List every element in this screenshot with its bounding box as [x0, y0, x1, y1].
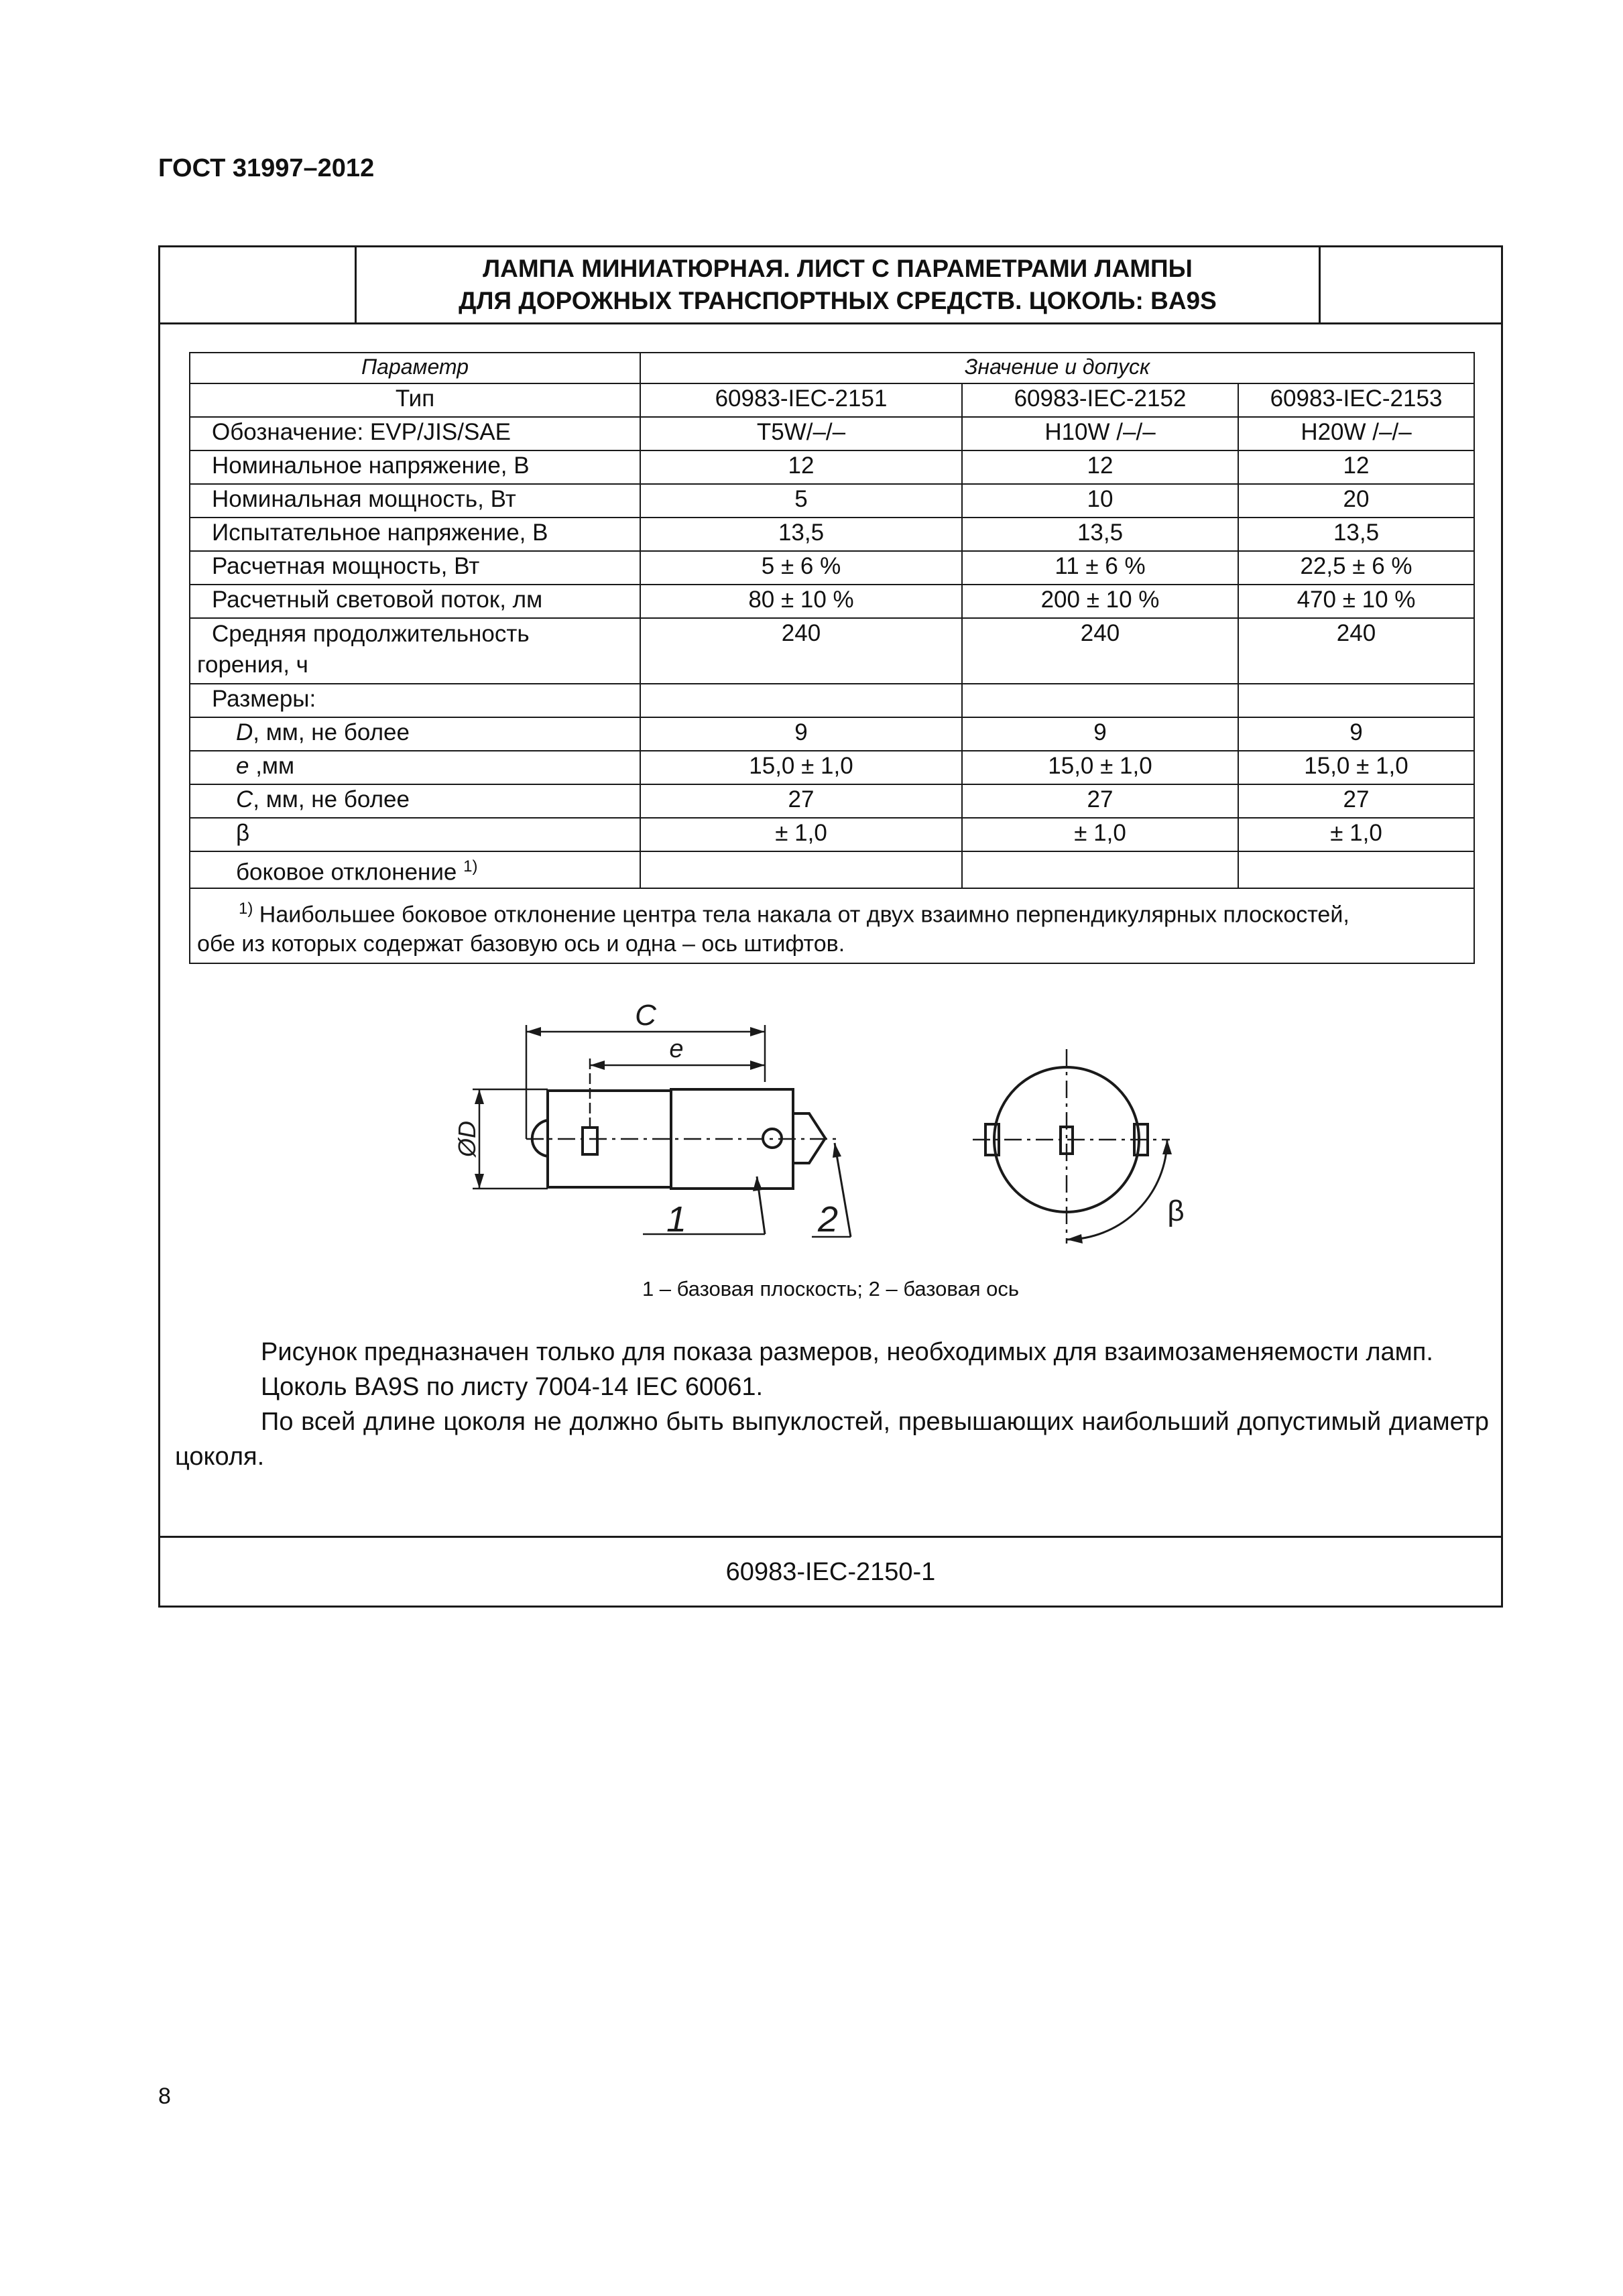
sheet-code: 60983-IEC-2150-1	[725, 1558, 936, 1586]
cell-value: ± 1,0	[640, 818, 962, 851]
standard-header: ГОСТ 31997–2012	[158, 154, 375, 182]
figure-caption: 1 – базовая плоскость; 2 – базовая ось	[642, 1277, 1020, 1301]
row-label: Номинальное напряжение, В	[190, 450, 640, 484]
drawing-labels	[453, 999, 1185, 1240]
cell-value: H20W /–/–	[1238, 417, 1474, 450]
arrowhead	[1067, 1234, 1083, 1244]
body-paragraph: По всей длине цоколя не должно быть выпуклостей, превышающих наибольший допустимый диаметр цоколя.	[175, 1408, 1489, 1471]
label-c: C	[635, 999, 656, 1032]
cell-value: ± 1,0	[1238, 818, 1474, 851]
cell-value: 80 ± 10 %	[640, 585, 962, 618]
cell-value: 15,0 ± 1,0	[962, 751, 1238, 784]
row-label: Тип	[190, 383, 640, 417]
label-1: 1	[666, 1199, 687, 1240]
arrowhead	[475, 1174, 484, 1189]
arrowhead	[526, 1027, 541, 1036]
cell-value: 13,5	[640, 518, 962, 551]
label-2: 2	[817, 1199, 839, 1240]
data-sheet	[158, 245, 1503, 1608]
cell-value: 9	[640, 717, 962, 751]
cell-value: 12	[962, 450, 1238, 484]
cell-value: 12	[1238, 450, 1474, 484]
arrowheads	[475, 1027, 841, 1191]
row-label-text: , мм, не более	[253, 719, 410, 745]
cell-value: 240	[962, 618, 1238, 684]
row-label: Размеры:	[190, 684, 640, 717]
cell-value: 27	[1238, 784, 1474, 818]
label-e: e	[669, 1035, 684, 1063]
footnote-text: Наибольшее боковое отклонение центра тела накала от двух взаимно перпендикулярных плоскостей,	[253, 901, 1349, 927]
cell-value: 5 ± 6 %	[640, 551, 962, 585]
cell-value: 240	[1238, 618, 1474, 684]
cell-value: 27	[640, 784, 962, 818]
cell-value: 5	[640, 484, 962, 518]
row-label: β	[190, 818, 640, 851]
arrowhead	[753, 1176, 762, 1191]
symbol-C: C	[236, 786, 253, 812]
arrowhead	[750, 1027, 765, 1036]
lamp-end-view	[973, 1049, 1170, 1244]
cell-value: 27	[962, 784, 1238, 818]
cell-value: 240	[640, 618, 962, 684]
arrowhead	[750, 1061, 765, 1070]
header-parameter: Параметр	[190, 353, 640, 383]
cell-value: 60983-IEC-2151	[640, 383, 962, 417]
row-label-line-2: горения, ч	[197, 652, 308, 678]
arrowhead	[1162, 1140, 1172, 1154]
row-label-text: ,мм	[249, 753, 295, 779]
beta-arrowheads	[1067, 1140, 1172, 1244]
cell-value: T5W/–/–	[640, 417, 962, 450]
cell-value: 10	[962, 484, 1238, 518]
cell-value: 470 ± 10 %	[1238, 585, 1474, 618]
label-beta: β	[1167, 1195, 1185, 1227]
lamp-dimension-drawing	[160, 247, 1501, 1273]
symbol-D: D	[236, 719, 253, 745]
label-d: ØD	[453, 1121, 481, 1157]
row-label: Испытательное напряжение, В	[190, 518, 640, 551]
sheet-body-text	[175, 1335, 1489, 1474]
row-label: Расчетный световой поток, лм	[190, 585, 640, 618]
symbol-e: e	[236, 753, 249, 779]
row-label-line-1: Средняя продолжительность	[212, 621, 530, 647]
cell-value: 13,5	[962, 518, 1238, 551]
footnote-mark: 1)	[239, 899, 253, 918]
sheet-title-line-2: ДЛЯ ДОРОЖНЫХ ТРАНСПОРТНЫХ СРЕДСТВ. ЦОКОЛЬ: BA9S	[459, 287, 1217, 314]
cell-value: 11 ± 6 %	[962, 551, 1238, 585]
body-paragraph: Цоколь BA9S по листу 7004-14 IEC 60061.	[261, 1373, 764, 1401]
header-value: Значение и допуск	[640, 353, 1474, 383]
cell-value: 12	[640, 450, 962, 484]
base-pin	[583, 1128, 597, 1154]
cell-value: 60983-IEC-2152	[962, 383, 1238, 417]
cell-value: 9	[1238, 717, 1474, 751]
arrowhead	[833, 1143, 841, 1158]
page-number: 8	[158, 2083, 171, 2109]
row-label-text: , мм, не более	[253, 786, 410, 812]
cell-value: ± 1,0	[962, 818, 1238, 851]
cell-value: 60983-IEC-2153	[1238, 383, 1474, 417]
footer-divider	[160, 1536, 1501, 1538]
footnote-line-2: обе из которых содержат базовую ось и одна – ось штифтов.	[197, 930, 845, 957]
cell-value: 20	[1238, 484, 1474, 518]
arrowhead	[590, 1061, 605, 1070]
row-label: Номинальная мощность, Вт	[190, 484, 640, 518]
cell-value: 15,0 ± 1,0	[1238, 751, 1474, 784]
cell-value: 15,0 ± 1,0	[640, 751, 962, 784]
cell-value: 9	[962, 717, 1238, 751]
cell-value: 200 ± 10 %	[962, 585, 1238, 618]
footnote-mark: 1)	[463, 857, 478, 875]
cell-value: 13,5	[1238, 518, 1474, 551]
cell-value: 22,5 ± 6 %	[1238, 551, 1474, 585]
sheet-title-line-1: ЛАМПА МИНИАТЮРНАЯ. ЛИСТ С ПАРАМЕТРАМИ ЛАМПЫ	[483, 255, 1193, 282]
beta-arc	[1067, 1140, 1167, 1240]
body-paragraph: Рисунок предназначен только для показа размеров, необходимых для взаимозаменяемости ламп.	[261, 1338, 1433, 1366]
row-label: Расчетная мощность, Вт	[190, 551, 640, 585]
cell-value: H10W /–/–	[962, 417, 1238, 450]
row-label-text: боковое отклонение	[236, 859, 464, 886]
arrowhead	[475, 1089, 484, 1104]
row-label: Обозначение: EVP/JIS/SAE	[190, 417, 640, 450]
